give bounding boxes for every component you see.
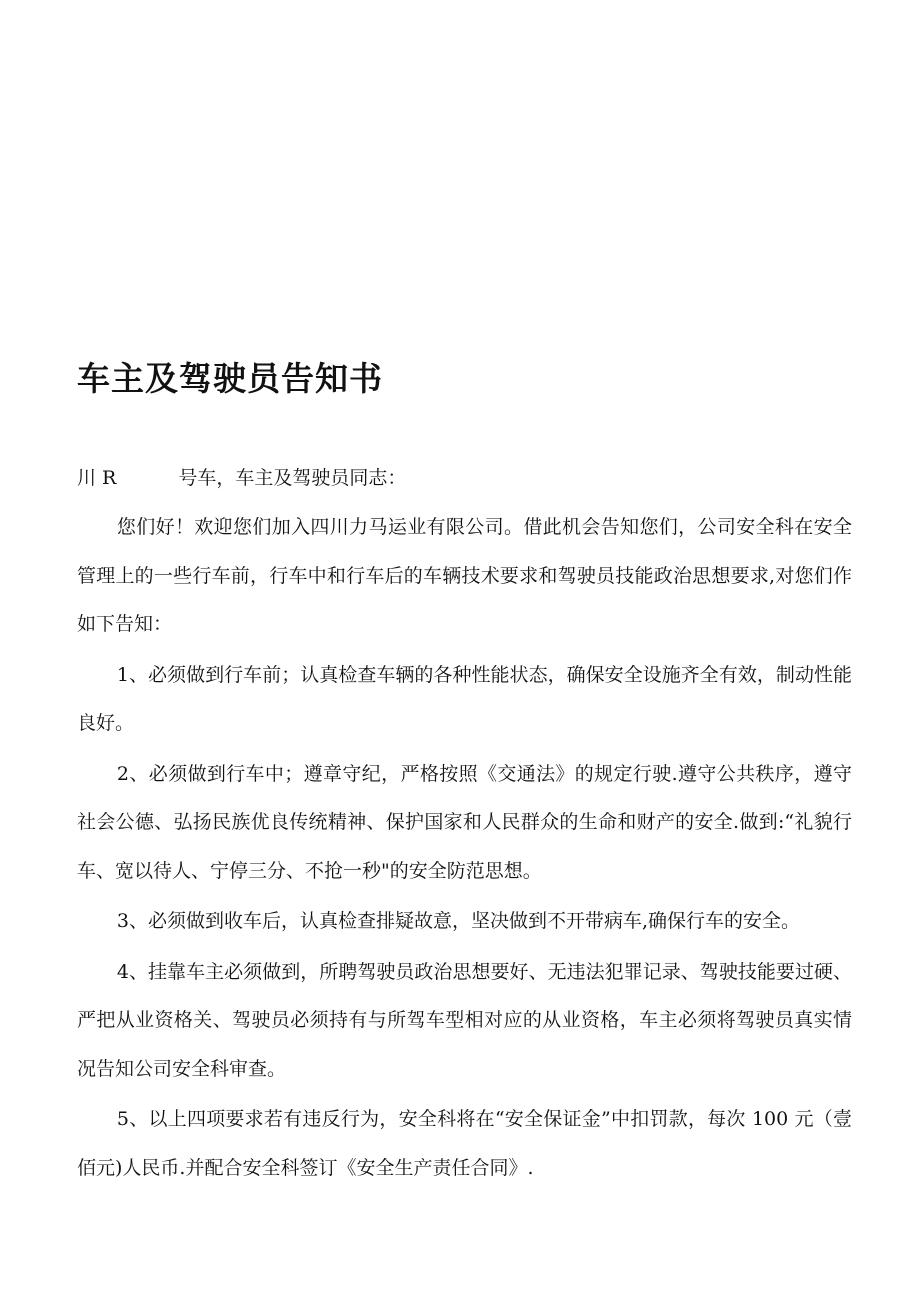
addressee-text: 号车，车主及驾驶员同志： — [178, 467, 407, 489]
rule-paragraph-3: 3、必须做到收车后，认真检查排疑故意，坚决做到不开带病车,确保行车的安全。 — [116, 910, 801, 932]
plate-prefix: 川 R — [77, 467, 117, 489]
intro-paragraph: 您们好！欢迎您们加入四川力马运业有限公司。借此机会告知您们，公司安全科在安全管理上的一些行车前，行车中和行车后的车辆技术要求和驾驶员技能政治思想要求,对您们作如下告知： — [77, 516, 852, 635]
document-body — [77, 503, 852, 1194]
addressee-line — [77, 458, 406, 498]
rule-paragraph-1: 1、必须做到行车前；认真检查车辆的各种性能状态，确保安全设施齐全有效，制动性能良好。 — [77, 663, 852, 734]
rule-paragraph-5: 5、以上四项要求若有违反行为，安全科将在“安全保证金”中扣罚款，每次 100 元（壹佰元)人民币.并配合安全科签订《安全生产责任合同》. — [77, 1108, 852, 1179]
rule-paragraph-4: 4、挂靠车主必须做到，所聘驾驶员政治思想要好、无违法犯罪记录、驾驶技能要过硬、严把从业资格关、驾驶员必须持有与所驾车型相对应的从业资格，车主必须将驾驶员真实情况告知公司安全科审查。 — [77, 960, 852, 1080]
rule-paragraph-2: 2、必须做到行车中；遵章守纪，严格按照《交通法》的规定行驶.遵守公共秩序，遵守社会公德、弘扬民族优良传统精神、保护国家和人民群众的生命和财产的安全.做到:“礼貌行车、宽以待人、宁停三分、不抢一秒"的安全防范思想。 — [77, 762, 852, 882]
document-title: 车主及驾驶员告知书 — [77, 359, 383, 398]
